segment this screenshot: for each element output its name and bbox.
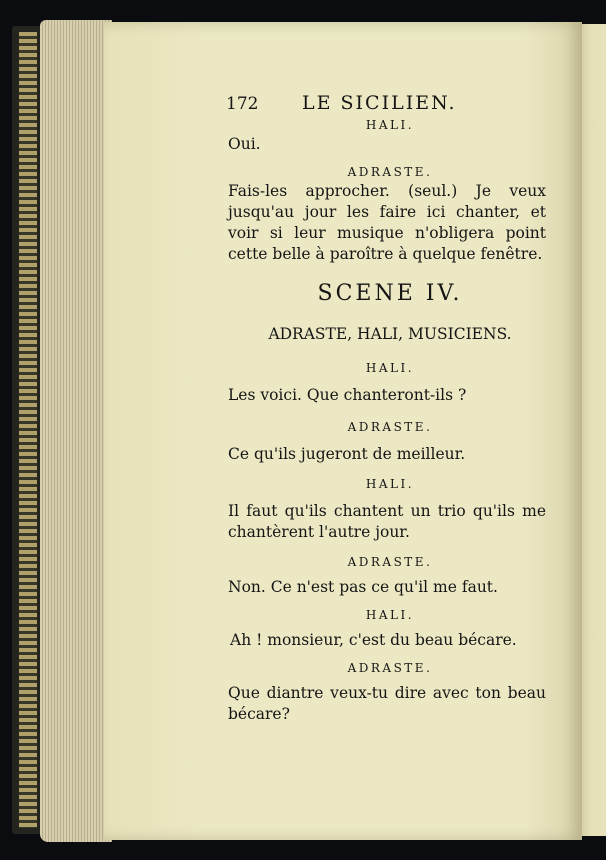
speaker-label: ADRASTE. [347,420,433,434]
running-title: LE SICILIEN. [302,92,457,114]
speaker-label: HALI. [365,608,415,622]
speech: Il faut qu'ils chantent un trio qu'ils me chantèrent l'autre jour. [228,502,546,541]
page-edges [40,20,112,842]
speech: Non. Ce n'est pas ce qu'il me faut. [228,578,498,596]
speaker-label: ADRASTE. [347,165,433,179]
speaker-label: HALI. [365,118,415,132]
page-number: 172 [226,94,259,114]
scene-title: SCENE IV. [317,281,463,306]
speaker-label: HALI. [365,477,415,491]
spine-decoration [19,32,37,828]
speech: Oui. [228,135,261,153]
speech: Que diantre veux-tu dire avec ton beau bécare? [228,684,546,723]
running-head [226,88,550,116]
speaker-label: ADRASTE. [347,555,433,569]
speaker-label: HALI. [365,361,415,375]
speaker-label: ADRASTE. [347,661,433,675]
speech: Les voici. Que chanteront-ils ? [228,386,467,404]
speech: Ah ! monsieur, c'est du beau bécare. [230,631,517,649]
speech: Fais-les approcher. (seul.) Je veux jusqu'au jour les faire ici chanter, et voir si leur musique n'obligera point cette belle à paroître à quelque fenêtre. [228,182,546,263]
page-content [226,88,550,725]
scene-cast: ADRASTE, HALI, MUSICIENS. [268,325,512,343]
speech: Ce qu'ils jugeront de meilleur. [228,445,466,463]
